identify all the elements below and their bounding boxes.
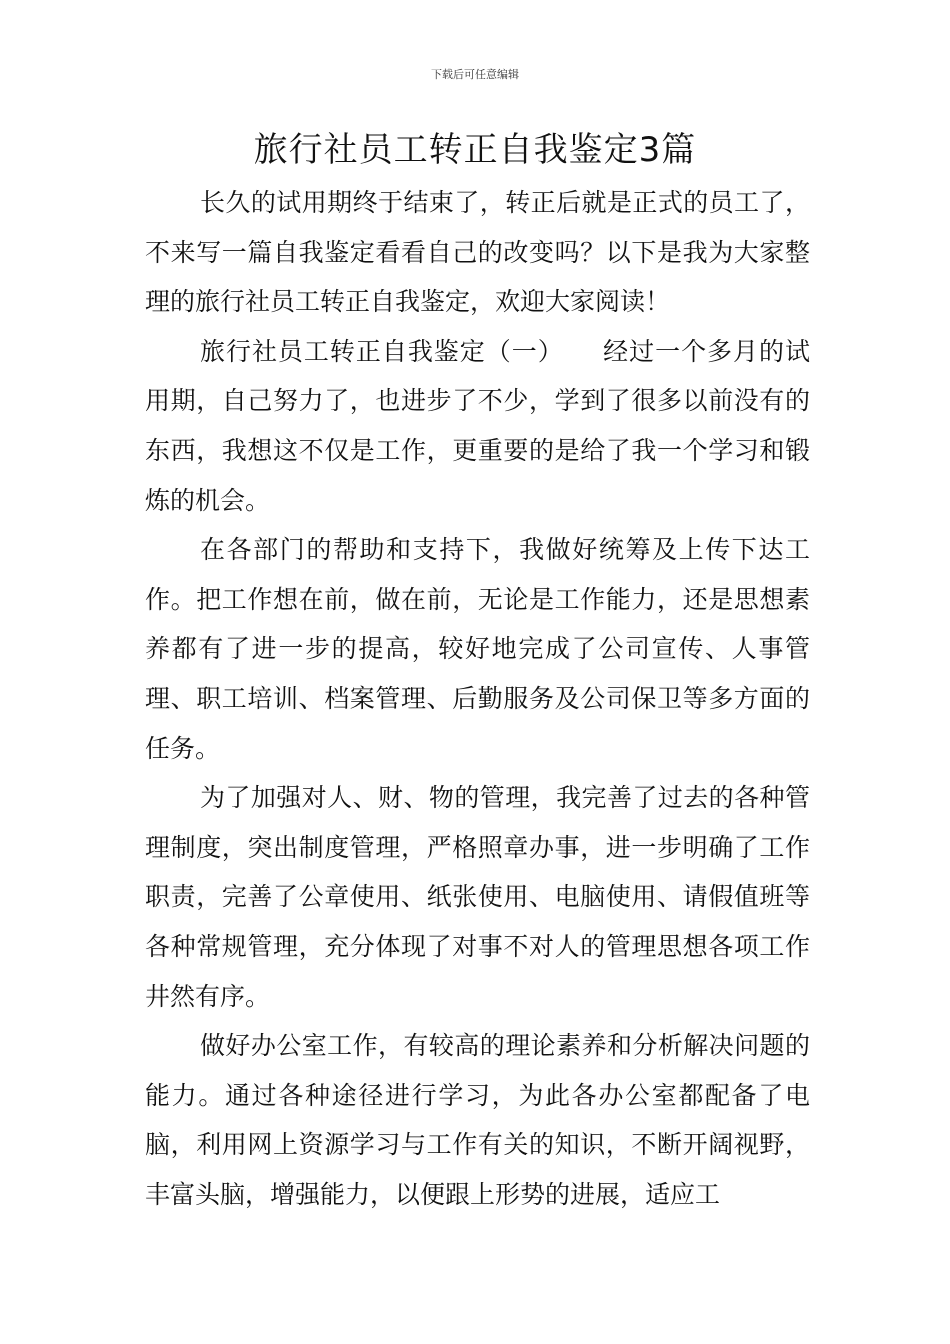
paragraph-section-one: 旅行社员工转正自我鉴定（一） 经过一个多月的试用期，自己努力了，也进步了不少，学到了很多以前没有的东西，我想这不仅是工作，更重要的是给了我一个学习和锻炼的机会。 [145,336,810,515]
document-title: 旅行社员工转正自我鉴定3篇 [253,130,697,170]
paragraph-office-work: 做好办公室工作，有较高的理论素养和分析解决问题的能力。通过各种途径进行学习，为此各办公室都配备了电脑，利用网上资源学习与工作有关的知识，不断开阔视野，丰富头脑，增强能力，以便跟上形势的进展，适应工 [145,1031,810,1209]
paragraph-intro: 长久的试用期终于结束了，转正后就是正式的员工了，不来写一篇自我鉴定看看自己的改变吗？以下是我为大家整理的旅行社员工转正自我鉴定，欢迎大家阅读！ [145,188,810,317]
document-body [145,178,810,1219]
header-note: 下载后可任意编辑 [431,68,519,81]
paragraph-departments: 在各部门的帮助和支持下，我做好统筹及上传下达工作。把工作想在前，做在前，无论是工作能力，还是思想素养都有了进一步的提高，较好地完成了公司宣传、人事管理、职工培训、档案管理、后勤服务及公司保卫等多方面的任务。 [145,535,810,763]
paragraph-management: 为了加强对人、财、物的管理，我完善了过去的各种管理制度，突出制度管理，严格照章办事，进一步明确了工作职责，完善了公章使用、纸张使用、电脑使用、请假值班等各种常规管理，充分体现了对事不对人的管理思想各项工作井然有序。 [145,783,810,1011]
